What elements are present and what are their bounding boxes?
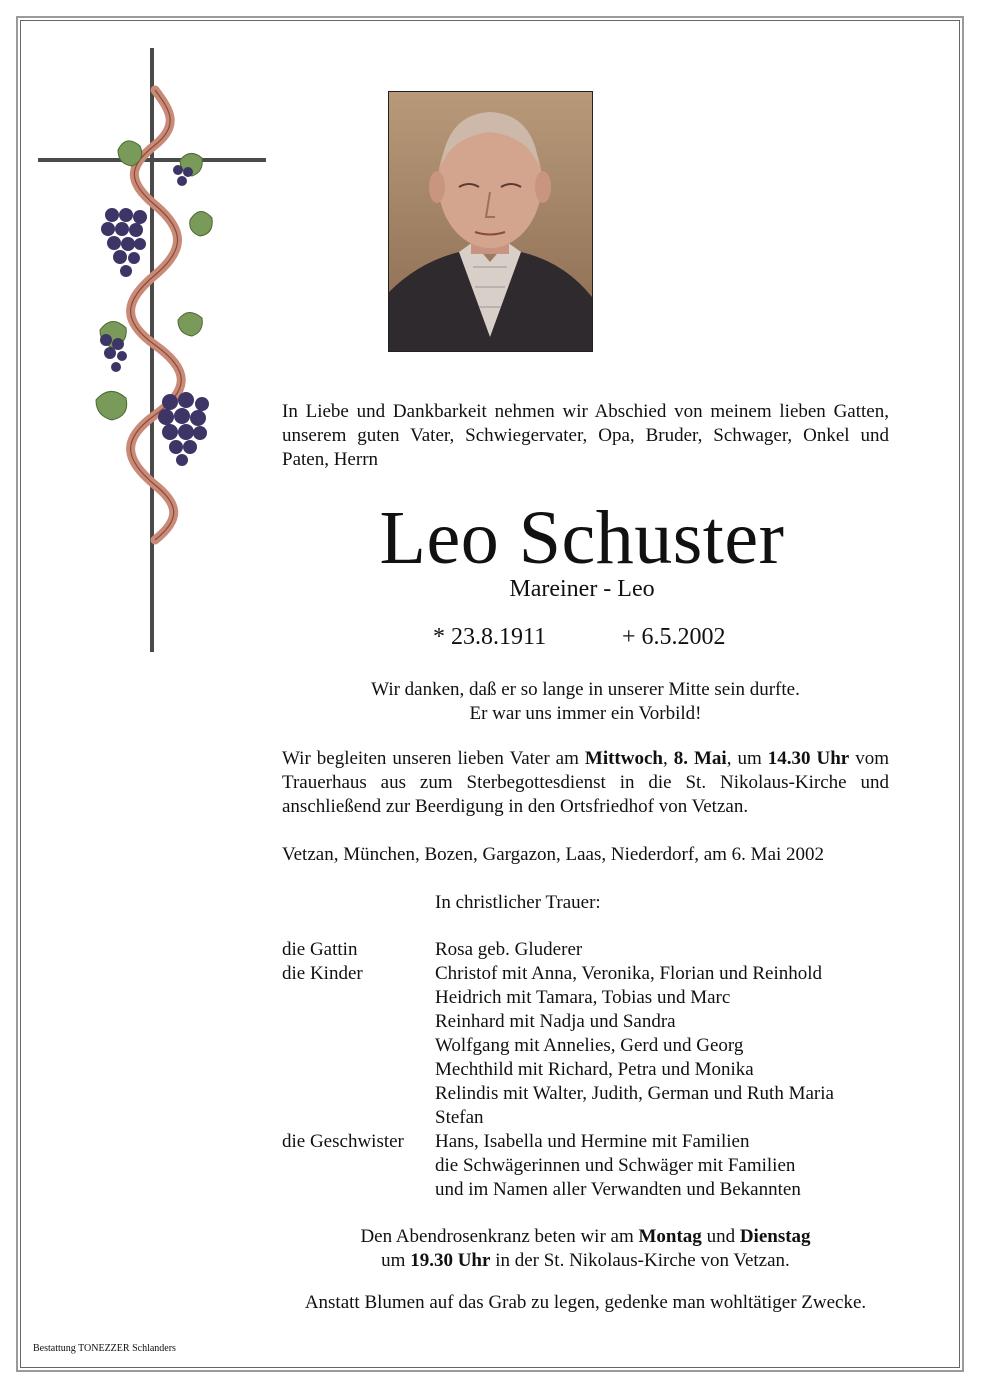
- grape-cluster: [101, 208, 147, 277]
- funeral-text-a: Wir begleiten unseren lieben Vater am: [282, 748, 585, 769]
- rosary-line-2: [282, 1249, 889, 1273]
- cross-vertical-beam: [150, 48, 154, 652]
- deceased-name: Leo Schuster: [379, 496, 785, 580]
- mourning-heading: In christlicher Trauer:: [435, 892, 601, 913]
- grape-cluster: [158, 392, 209, 466]
- rosary-text-a: Den Abendrosenkranz beten wir am: [360, 1226, 639, 1247]
- funeral-text-c: vom Trauerhaus aus zum Sterbegottesdienst in die St. Nikolaus-Kirche und anschließend zur Beerdigung in den Ortsfriedhof von Vetzan.: [282, 748, 889, 817]
- list-item: Christof mit Anna, Veronika, Florian und Reinhold: [435, 963, 823, 984]
- list-item: die Schwägerinnen und Schwäger mit Familien: [435, 1155, 796, 1176]
- thanks-line-2: Er war uns immer ein Vorbild!: [469, 703, 702, 724]
- list-item: Mechthild mit Richard, Petra und Monika: [435, 1059, 754, 1080]
- list-item: Rosa geb. Gluderer: [435, 939, 583, 960]
- funeral-day: Mittwoch: [584, 748, 663, 769]
- death-date: + 6.5.2002: [622, 624, 726, 650]
- thanks-line-1: Wir danken, daß er so lange in unserer Mitte sein durfte.: [371, 679, 800, 700]
- donation-note: Anstatt Blumen auf das Grab zu legen, gedenke man wohltätiger Zwecke.: [304, 1292, 867, 1313]
- funeral-sep: ,: [662, 748, 674, 769]
- deceased-nickname: Mareiner - Leo: [509, 576, 655, 602]
- rosary-text-d: in der St. Nikolaus-Kirche von Vetzan.: [490, 1250, 790, 1271]
- rosary-text-b: und: [701, 1226, 740, 1247]
- funeral-text-b: , um: [726, 748, 768, 769]
- undertaker-credit: Bestattung TONEZZER Schlanders: [33, 1343, 176, 1354]
- children-label: die Kinder: [282, 963, 363, 984]
- cross-horizontal-beam: [38, 158, 266, 162]
- list-item: Stefan: [435, 1107, 484, 1128]
- leaf: [178, 312, 202, 336]
- leaf: [118, 141, 142, 166]
- siblings-list: [435, 1130, 801, 1202]
- rosary-time: 19.30 Uhr: [410, 1250, 491, 1271]
- wife-name: [435, 938, 582, 962]
- intro-paragraph: In Liebe und Dankbarkeit nehmen wir Abschied von meinem lieben Gatten, unserem guten Vater, Schwiegervater, Opa, Bruder, Schwager, Onkel und Paten, Herrn: [282, 401, 889, 470]
- rosary-day-1: Montag: [638, 1226, 702, 1247]
- list-item: und im Namen aller Verwandten und Bekannten: [435, 1179, 801, 1200]
- leaf: [96, 391, 127, 420]
- siblings-label: die Geschwister: [282, 1131, 404, 1152]
- list-item: Wolfgang mit Annelies, Gerd und Georg: [435, 1035, 744, 1056]
- list-item: Heidrich mit Tamara, Tobias und Marc: [435, 987, 731, 1008]
- children-list: [435, 962, 834, 1130]
- list-item: Reinhard mit Nadja und Sandra: [435, 1011, 676, 1032]
- leaf: [190, 211, 213, 236]
- wife-label: die Gattin: [282, 939, 358, 960]
- funeral-time: 14.30 Uhr: [767, 748, 850, 769]
- place-date: Vetzan, München, Bozen, Gargazon, Laas, Niederdorf, am 6. Mai 2002: [282, 844, 825, 865]
- funeral-date: 8. Mai: [673, 748, 727, 769]
- funeral-paragraph: [282, 747, 889, 819]
- portrait-image: [389, 92, 592, 351]
- rosary-line-1: [282, 1225, 889, 1249]
- portrait-photo: [388, 91, 593, 352]
- list-item: Relindis mit Walter, Judith, German und Ruth Maria: [435, 1083, 834, 1104]
- rosary-day-2: Dienstag: [739, 1226, 811, 1247]
- list-item: Hans, Isabella und Hermine mit Familien: [435, 1131, 750, 1152]
- rosary-text-c: um: [381, 1250, 411, 1271]
- cross-with-grapevine-icon: [30, 40, 275, 660]
- birth-date: * 23.8.1911: [433, 624, 547, 650]
